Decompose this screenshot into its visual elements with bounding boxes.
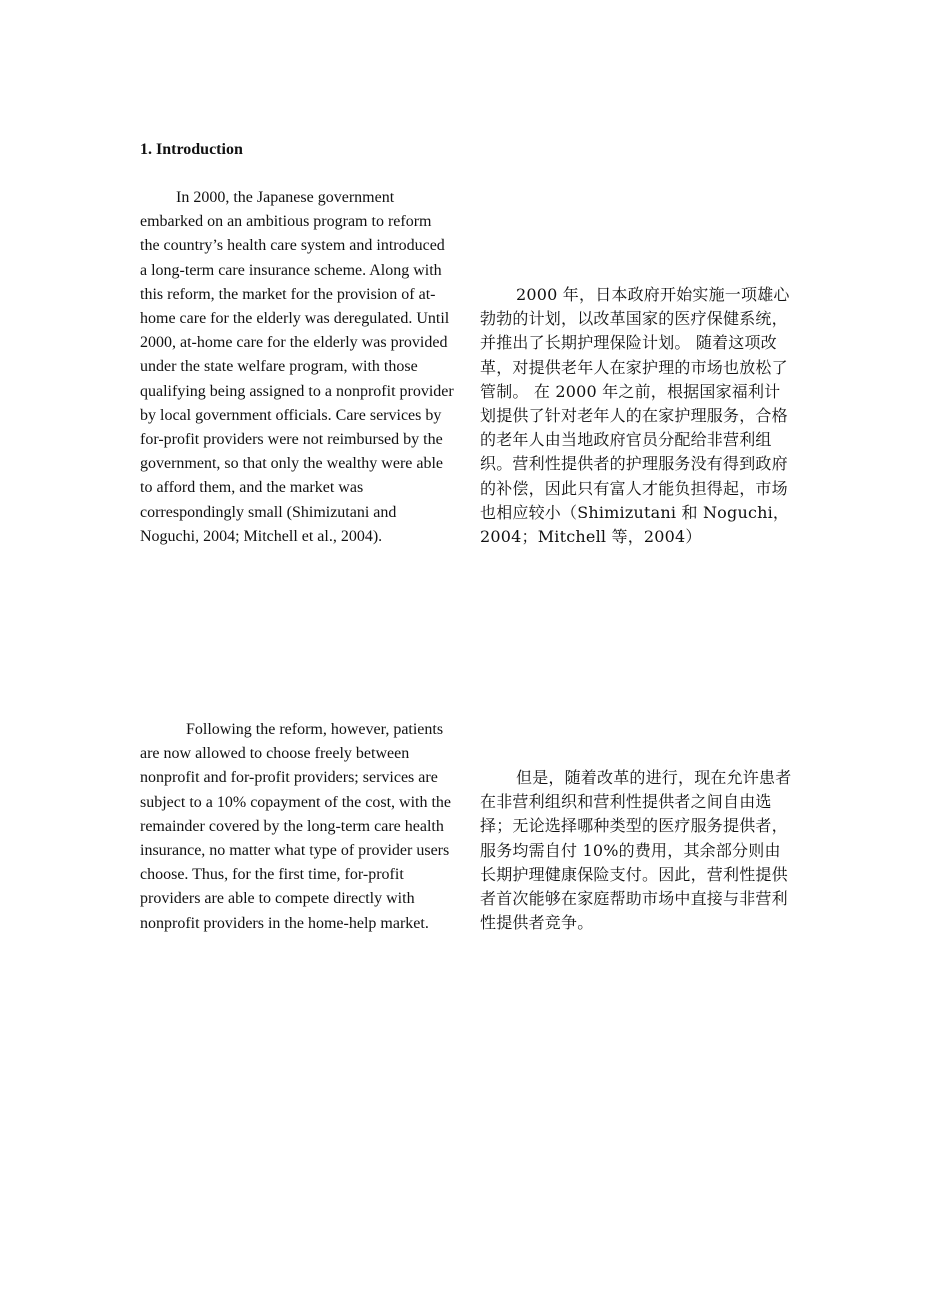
english-paragraph-1: In 2000, the Japanese government embarked on an ambitious program to reform the country’s health care system and introduced a long-term care insurance scheme. Along with this reform, the market for the provision of at-home care for the elderly was deregulated. Until 2000, at-home care for the elderly was provided under the state welfare program, with those qualifying being assigned to a nonprofit provider by local government officials. Care services by for-profit providers were not reimbursed by the government, so that only the wealthy were able to afford them, and the market was correspondingly small (Shimizutani and Noguchi, 2004; Mitchell et al., 2004). xyxy=(140,189,454,545)
english-paragraph-2: Following the reform, however, patients are now allowed to choose freely between nonprofit and for-profit providers; services are subject to a 10% copayment of the cost, with the remainder covered by the long-term care health insurance, no matter what type of provider users choose. Thus, for the first time, for-profit providers are able to compete directly with nonprofit providers in the home-help market. xyxy=(140,721,452,932)
chinese-paragraph-2: 但是，随着改革的进行，现在允许患者在非营利组织和营利性提供者之间自由选择；无论选择哪种类型的医疗服务提供者，服务均需自付 10%的费用，其余部分则由长期护理健康保险支付。因此，营利性提供者首次能够在家庭帮助市场中直接与非营利性提供者竞争。 xyxy=(480,768,792,933)
chinese-paragraph-1: 2000 年，日本政府开始实施一项雄心勃勃的计划，以改革国家的医疗保健系统，并推出了长期护理保险计划。 随着这项改革，对提供老年人在家护理的市场也放松了管制。 在 2000 年之前，根据国家福利计划提供了针对老年人的在家护理服务，合格的老年人由当地政府官员分配给非营利组织。营利性提供者的护理服务没有得到政府的补偿，因此只有富人才能负担得起，市场也相应较小（Shimizutani 和 Noguchi，2004；Mitchell 等，2004） xyxy=(480,285,790,547)
section-heading: 1. Introduction xyxy=(140,141,243,158)
